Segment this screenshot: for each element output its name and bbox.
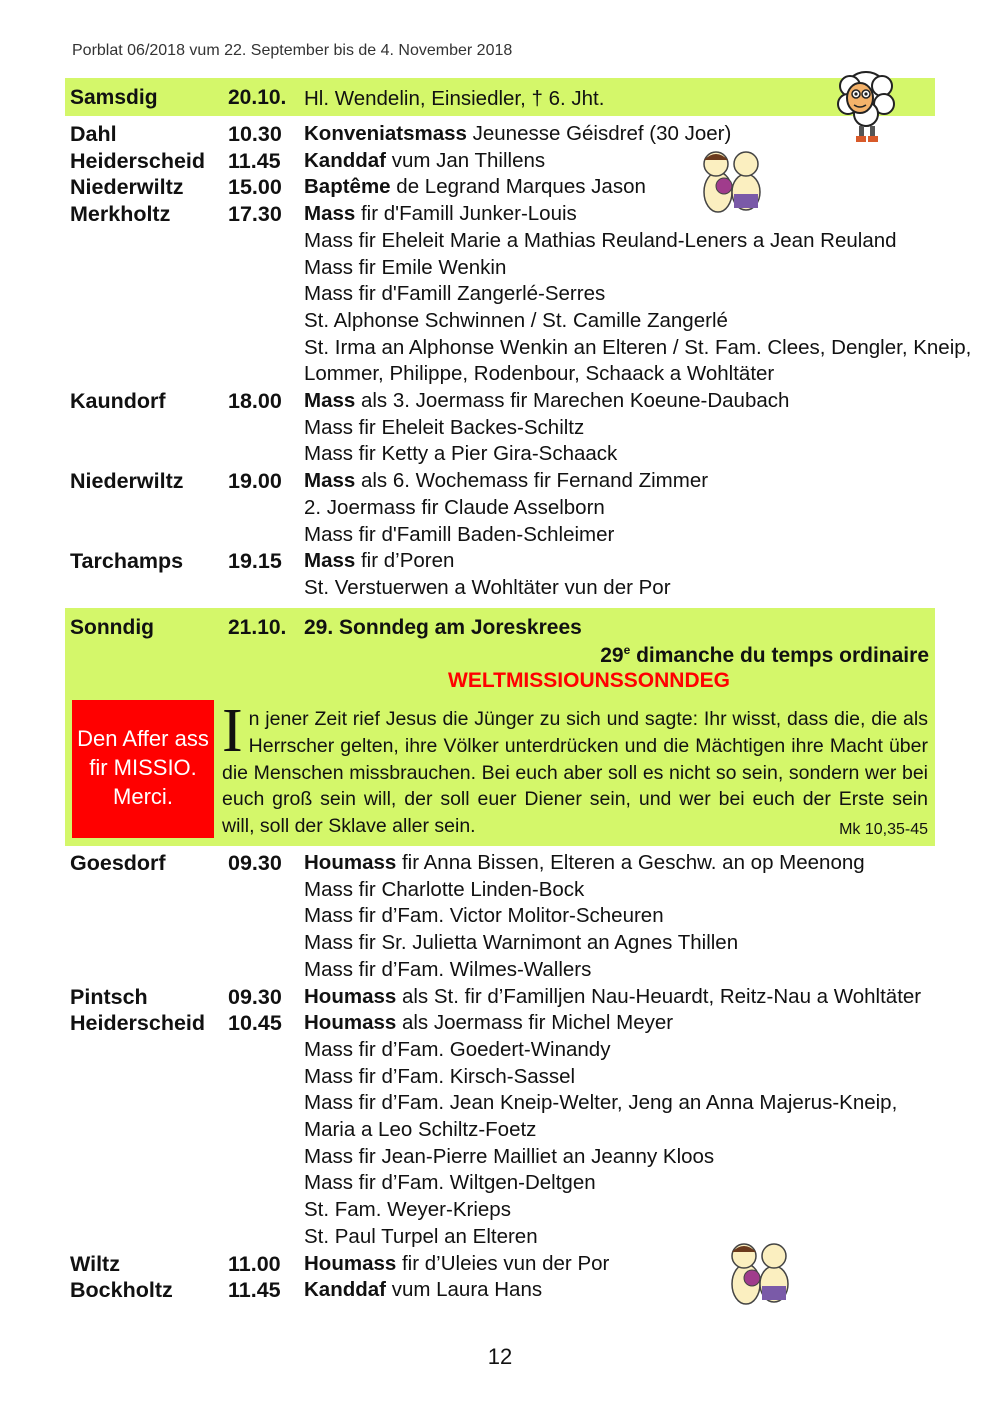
place-name: Goesdorf	[70, 851, 166, 875]
page-number: 12	[487, 1344, 513, 1369]
service-type: Mass	[304, 389, 356, 412]
service-description: Mass fir Eheleit Marie a Mathias Reuland-Leners a Jean Reuland	[304, 228, 897, 252]
saturday-day: Samsdig	[70, 86, 158, 109]
french-rest: dimanche du temps ordinaire	[630, 644, 929, 667]
service-description: Mass fir d’Poren	[304, 549, 455, 573]
service-description: St. Verstuerwen a Wohltäter vun der Por	[304, 575, 671, 599]
place-name: Wiltz	[70, 1251, 120, 1276]
service-description: Mass fir d’Fam. Kirsch-Sassel	[304, 1064, 576, 1088]
service-description: Maria a Leo Schiltz-Foetz	[304, 1118, 537, 1141]
service-time: 11.45	[228, 1278, 281, 1303]
service-type: Konveniatsmass	[304, 122, 467, 145]
service-time: 17.30	[228, 202, 282, 227]
service-type: Houmass	[304, 1011, 397, 1035]
service-type: Mass	[304, 469, 356, 493]
service-description: Mass fir d’Fam. Victor Molitor-Scheuren	[304, 904, 664, 928]
sunday-date: 21.10.	[228, 616, 287, 639]
place-name: Heiderscheid	[70, 1011, 206, 1036]
service-description: Houmass als St. fir d’Familljen Nau-Heuardt, Reitz-Nau a Wohltäter	[304, 984, 922, 1008]
donation-line-2: fir MISSIO.	[89, 755, 197, 780]
service-description: Mass als 6. Wochemass fir Fernand Zimmer	[304, 469, 709, 493]
service-description: St. Paul Turpel an Elteren	[304, 1224, 538, 1248]
sunday-day: Sonndig	[70, 616, 154, 639]
gospel-body: n jener Zeit rief Jesus die Jünger zu sich und sagte: Ihr wisst, dass die, die als Herrscher gelten, ihre Völker unterdrücken und die Mächtigen ihre Macht über die Menschen missbrauchen. Bei euch aber soll es nicht so sein, sondern wer bei euch groß sein will, der soll euer Diener sein, und wer bei euch der Erste sein will, soll der Sklave aller sein.	[222, 708, 928, 838]
saturday-date: 20.10.	[228, 86, 287, 109]
service-time: 10.45	[228, 1011, 282, 1036]
french-superscript: e	[623, 643, 631, 657]
place-name: Niederwiltz	[70, 175, 184, 200]
service-description: Mass fir d'Famill Baden-Schleimer	[304, 522, 615, 546]
service-description: Kanddaf vum Laura Hans	[304, 1278, 543, 1302]
service-description: Mass fir Jean-Pierre Mailliet an Jeanny Kloos	[304, 1144, 715, 1168]
service-time: 09.30	[228, 851, 282, 875]
service-type: Mass	[304, 549, 356, 573]
service-description: Mass fir d’Fam. Jean Kneip-Welter, Jeng an Anna Majerus-Kneip,	[304, 1091, 898, 1115]
service-description: Houmass fir Anna Bissen, Elteren a Geschw. an op Meenong	[304, 851, 865, 874]
place-name: Heiderscheid	[70, 148, 206, 173]
place-name: Tarchamps	[70, 549, 184, 574]
service-description: Lommer, Philippe, Rodenbour, Schaack a Wohltäter	[304, 362, 775, 386]
service-description: Houmass als Joermass fir Michel Meyer	[304, 1011, 674, 1035]
service-description: Mass fir d'Famill Junker-Louis	[304, 202, 577, 226]
service-description: Mass fir d’Fam. Wiltgen-Deltgen	[304, 1171, 596, 1195]
service-time: 11.00	[228, 1251, 281, 1276]
service-type: Houmass	[304, 1251, 397, 1275]
service-description: Kanddaf vum Jan Thillens	[304, 148, 546, 172]
service-description: Mass fir d’Fam. Goedert-Winandy	[304, 1037, 611, 1061]
service-type: Kanddaf	[304, 1278, 386, 1302]
service-description: Mass fir Sr. Julietta Warnimont an Agnes Thillen	[304, 931, 739, 955]
gospel-drop-cap: I	[222, 697, 243, 765]
page-header: Porblat 06/2018 vum 22. September bis de 4. November 2018	[72, 42, 513, 59]
baptism-couple-icon	[694, 148, 770, 214]
service-type: Baptême	[304, 175, 391, 199]
service-type: Mass	[304, 202, 356, 226]
baptism-couple-icon	[722, 1240, 798, 1306]
sheep-icon	[826, 64, 906, 146]
service-type: Houmass	[304, 851, 397, 874]
donation-line-3: Merci.	[113, 784, 173, 809]
donation-box	[72, 700, 214, 838]
donation-line-1: Den Affer ass	[77, 726, 209, 751]
service-description: 2. Joermass fir Claude Asselborn	[304, 495, 605, 519]
service-description: Mass fir Eheleit Backes-Schiltz	[304, 415, 585, 439]
service-time: 18.00	[228, 389, 282, 413]
place-name: Merkholtz	[70, 202, 171, 227]
sunday-french-title	[520, 643, 929, 668]
service-description: Mass fir d’Fam. Wilmes-Wallers	[304, 957, 592, 981]
service-description: Mass fir Emile Wenkin	[304, 255, 507, 279]
service-time: 19.00	[228, 469, 282, 494]
service-description: St. Irma an Alphonse Wenkin an Elteren / St. Fam. Clees, Dengler, Kneip,	[304, 335, 972, 359]
place-name: Bockholtz	[70, 1278, 173, 1303]
sunday-title: 29. Sonndeg am Joreskrees	[304, 616, 582, 639]
service-type: Houmass	[304, 984, 397, 1008]
place-name: Pintsch	[70, 984, 148, 1009]
service-description: Baptême de Legrand Marques Jason	[304, 175, 646, 199]
mission-sunday-title: WELTMISSIOUNSSONNDEG	[448, 669, 730, 692]
service-description: St. Fam. Weyer-Krieps	[304, 1198, 511, 1222]
place-name: Niederwiltz	[70, 469, 184, 494]
service-time: 15.00	[228, 175, 282, 200]
service-description: Mass als 3. Joermass fir Marechen Koeune-Daubach	[304, 389, 790, 412]
service-description: St. Alphonse Schwinnen / St. Camille Zangerlé	[304, 308, 728, 332]
saturday-title: Hl. Wendelin, Einsiedler, † 6. Jht.	[304, 87, 605, 110]
service-description: Mass fir d'Famill Zangerlé-Serres	[304, 282, 606, 306]
service-time: 19.15	[228, 549, 282, 574]
place-name: Kaundorf	[70, 389, 166, 413]
gospel-reference: Mk 10,35-45	[839, 821, 928, 839]
service-description: Mass fir Ketty a Pier Gira-Schaack	[304, 442, 618, 466]
service-type: Kanddaf	[304, 148, 386, 172]
service-time: 10.30	[228, 122, 282, 146]
place-name: Dahl	[70, 122, 117, 146]
gospel-text	[222, 697, 928, 844]
service-description: Konveniatsmass Jeunesse Géisdref (30 Joer)	[304, 122, 732, 145]
service-time: 09.30	[228, 984, 282, 1009]
service-description: Houmass fir d’Uleies vun der Por	[304, 1251, 610, 1275]
service-description: Mass fir Charlotte Linden-Bock	[304, 877, 585, 901]
french-number: 29	[600, 644, 624, 667]
service-time: 11.45	[228, 148, 281, 173]
